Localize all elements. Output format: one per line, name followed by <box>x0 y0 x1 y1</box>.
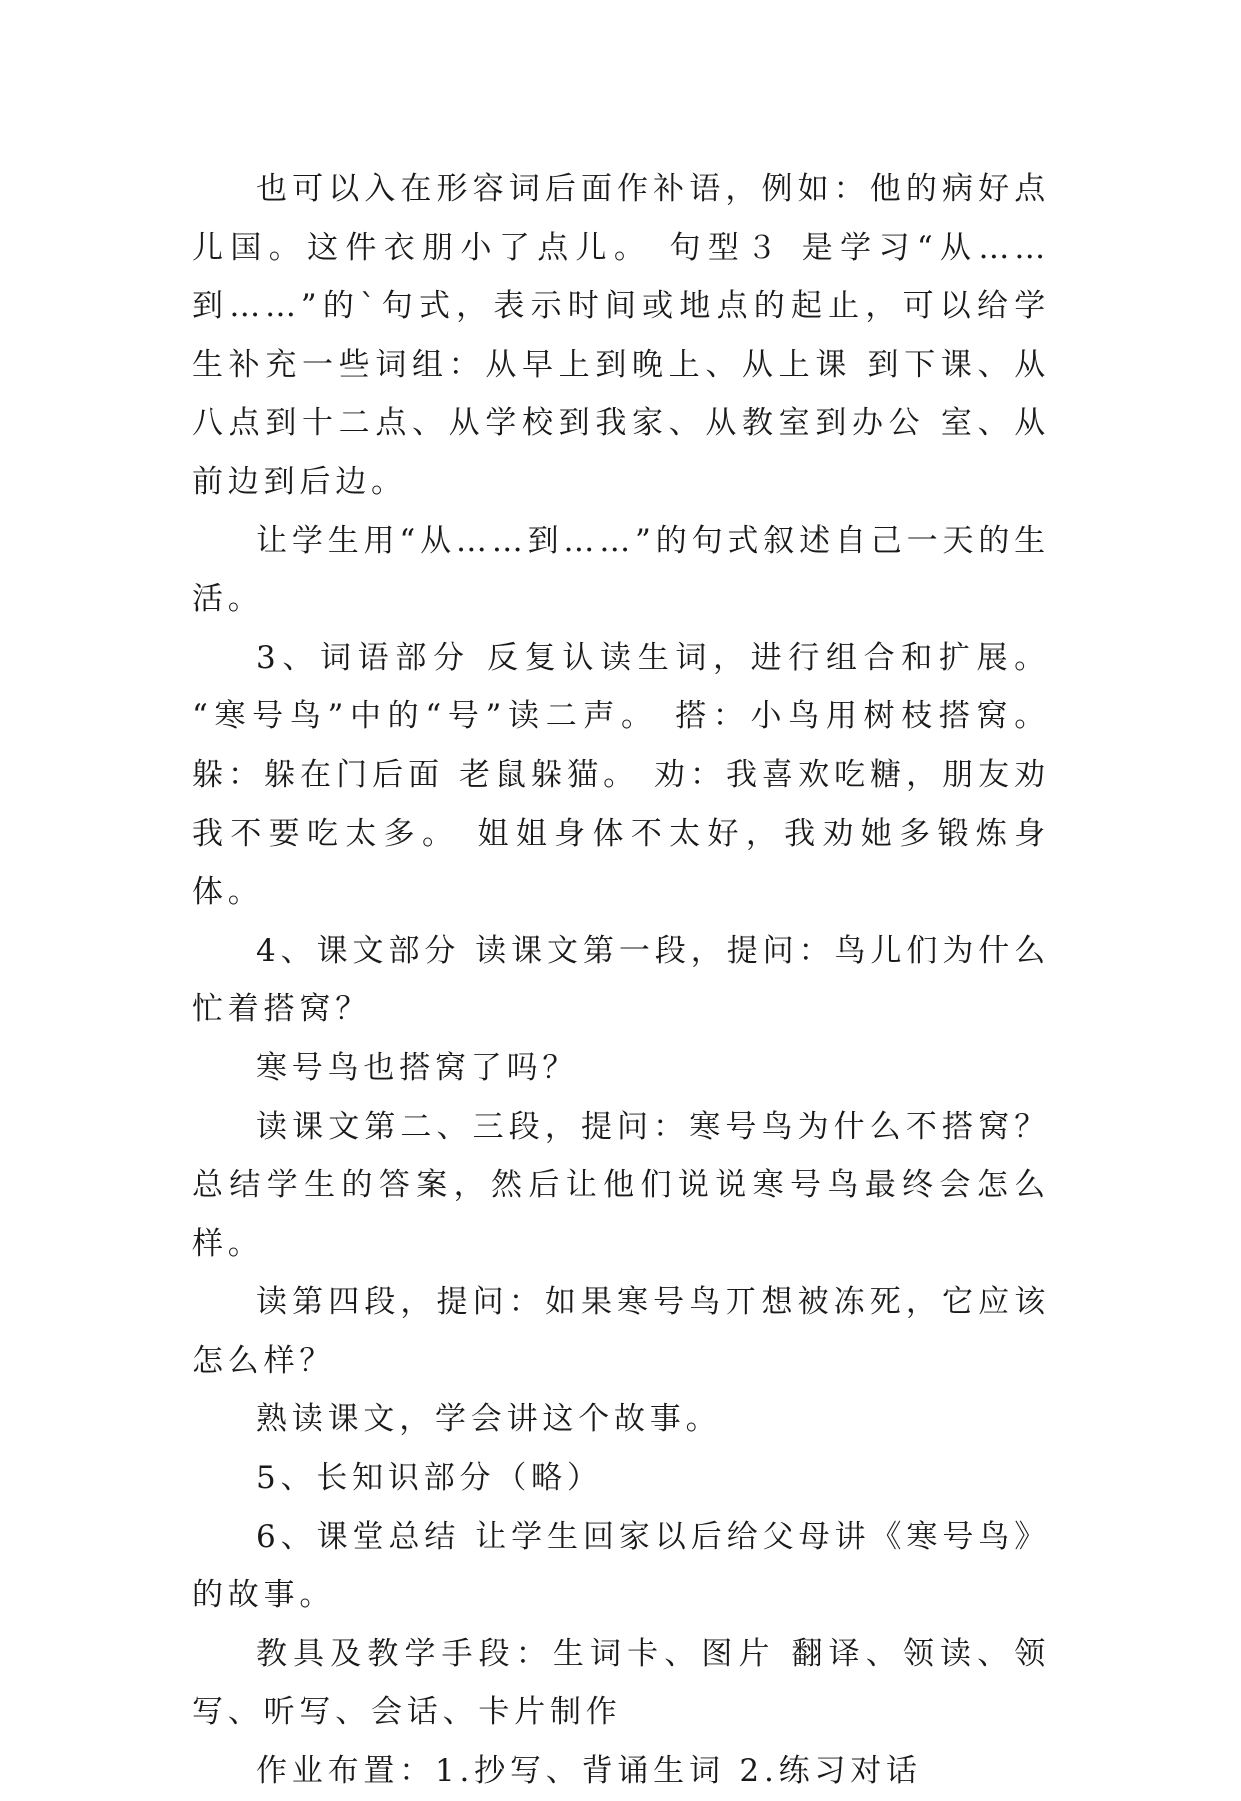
paragraph-vocabulary-section: 3、词语部分 反复认读生词，进行组合和扩展。 “寒号鸟”中的“号”读二声。 搭：小鸟用树枝搭窝。 躲：躲在门后面 老鼠躲猫。 劝：我喜欢吃糖，朋友劝我不要吃太多。 姐姐身体不太好，我劝她多锻炼身体。 <box>192 639 1050 911</box>
document-body <box>192 160 1050 1801</box>
paragraph-sections-two-three: 读课文第二、三段，提问：寒号鸟为什么不搭窝？ 总结学生的答案，然后让他们说说寒号鸟最终会怎么样。 <box>192 1108 1050 1262</box>
paragraph-retell-story: 熟读课文，学会讲这个故事。 <box>256 1401 722 1438</box>
paragraph-text-section: 4、课文部分 读课文第一段，提问：鸟儿们为什么忙着搭窝？ <box>192 932 1050 1028</box>
paragraph-complement-and-pattern-3: 也可以入在形容词后面作补语，例如：他的病好点儿国。这件衣朋小了点儿。 句型３ 是学习“从……到……”的`句式，表示时间或地点的起止，可以给学生补充一些词组：从早上到晚上、从上课 到下课、从八点到十二点、从学校到我家、从教室到办公 室、从前边到后边。 <box>192 171 1050 500</box>
paragraph-knowledge-section: 5、长知识部分（略） <box>256 1460 603 1497</box>
paragraph-section-four: 读第四段，提问：如果寒号鸟丌想被冻死，它应该怎么样？ <box>192 1284 1050 1379</box>
paragraph-teaching-aids: 教具及教学手段：生词卡、图片 翻译、领读、领写、听写、会话、卡片制作 <box>192 1635 1050 1731</box>
paragraph-from-to-exercise: 让学生用“从……到……”的句式叙述自己一天的生活。 <box>192 522 1050 618</box>
paragraph-question-nest: 寒号鸟也搭窝了吗？ <box>256 1049 579 1086</box>
paragraph-class-summary: 6、课堂总结 让学生回家以后给父母讲《寒号鸟》的故事。 <box>192 1518 1050 1614</box>
paragraph-homework: 作业布置：1.抄写、背诵生词 2.练习对话 <box>256 1753 922 1790</box>
